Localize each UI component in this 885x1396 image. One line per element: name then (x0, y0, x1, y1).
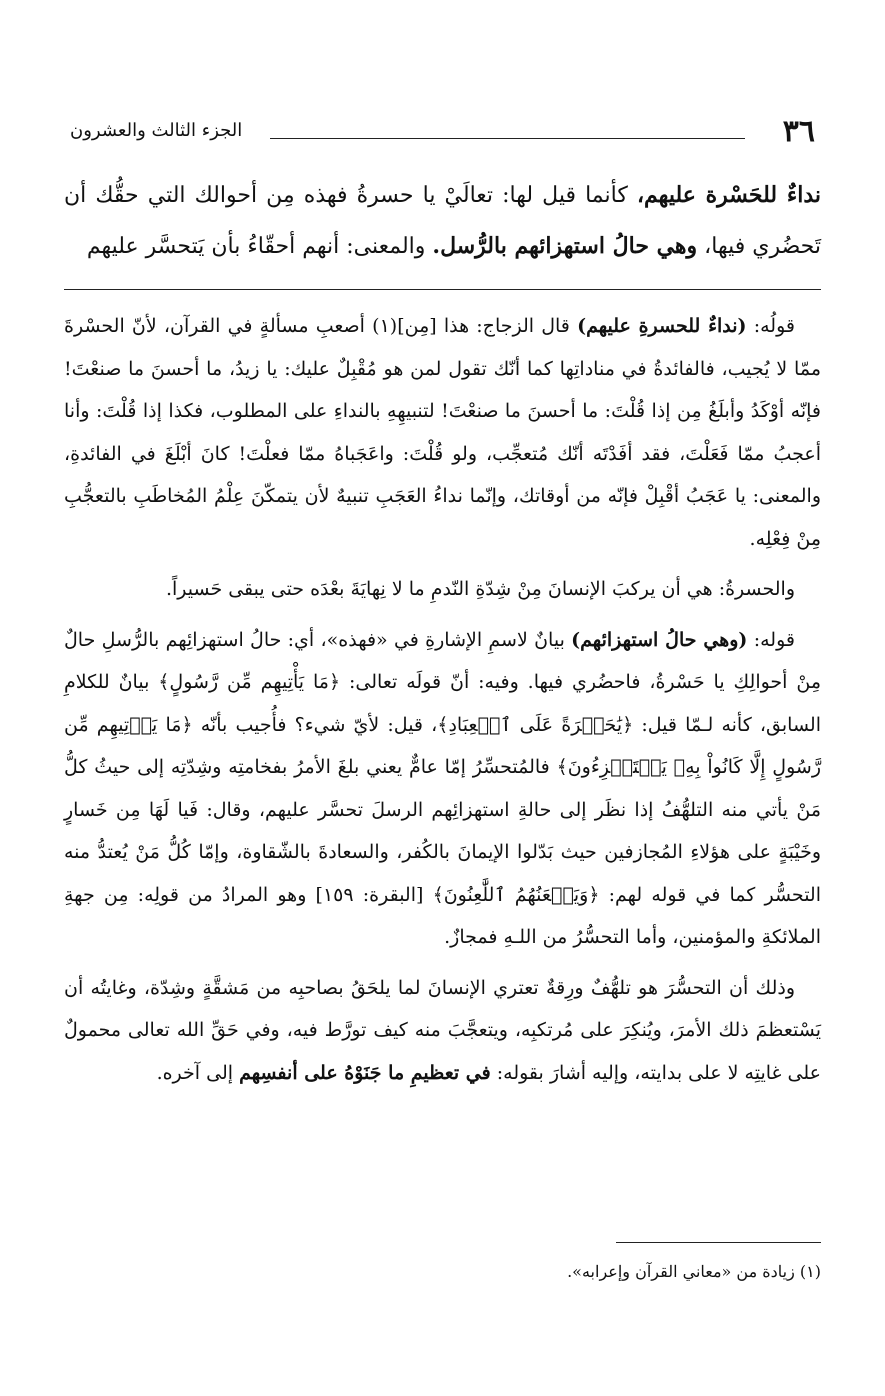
running-title: الجزء الثالث والعشرون (70, 120, 243, 141)
main-text-2: والمعنى: أنهم أحقّاءُ بأن يَتحسَّر عليهم (86, 234, 433, 259)
commentary (64, 305, 821, 1102)
page-number: ٣٦ (782, 114, 815, 149)
footnote: (١) زيادة من «معاني القرآن وإعرابه». (567, 1262, 821, 1281)
commentary-tail-4: إلى آخره. (156, 1061, 240, 1084)
main-bold-1: نداءٌ للحَسْرة عليهم، (636, 182, 822, 208)
main-text (64, 170, 821, 272)
commentary-text-4: وذلك أن التحسُّرَ هو تلهُّفٌ ورِقةٌ تعتري الإنسانَ لما يلحَقُ بصاحبِه من مَشقَّةٍ وشِدّة، وغايتُه أن يَسْتعظمَ ذلك الأمرَ، ويُنكِرَ على مُرتكبِه، ويتعجَّبَ منه كيف تورَّط فيه، وفي حَقِّ الله تعالى محمولٌ على غايتِه لا على بدايته، وإليه أشارَ بقوله: (64, 976, 821, 1084)
commentary-quote-3: (وهي حالُ استهزائهم) (571, 628, 748, 651)
commentary-paragraph-4 (64, 967, 821, 1095)
commentary-text-1: قال الزجاج: هذا [مِن](١) أصعبِ مسألةٍ في القرآن، لأنّ الحسْرةَ ممّا لا يُجيب، فالفائدةُ في مناداتِها كما أنّك تقول لمن هو مُقْبِلٌ عليك: يا زيدُ، ما أحسنَ ما صنعْتَ! فإنّه أوْكَدُ وأبلَغُ مِن إذا قُلْتَ: ما أحسنَ ما صنعْتَ! لتنبيهِهِ بالنداءِ على المطلوب، فكذا إذا قُلْتَ: وأنا أعجبُ ممّا فَعَلْتَ، فقد أفَدْتَه أنّك مُتعجِّب، ولو قُلْتَ: واعَجَباهُ ممّا فعلْتَ! كانَ أبْلَغَ في الفائدةِ، والمعنى: يا عَجَبُ أقْبِلْ فإنّه من أوقاتك، وإنّما نداءُ العَجَبِ تنبيهٌ لأن يتمكّنَ عِلْمُ المُخاطَبِ بالتعجُّبِ مِنْ فِعْلِه. (64, 315, 822, 550)
main-text-1: كأنما قيل لها: تعالَيْ يا حسرةُ فهذه مِن أحوالك التي حقُّك أن تَحضُري فيها، (64, 183, 821, 259)
commentary-lead-3: قوله: (747, 628, 795, 651)
header-rule (270, 138, 745, 139)
text-commentary-divider (64, 289, 821, 290)
commentary-text-3: بيانٌ لاسمِ الإشارةِ في «فهذه»، أي: حالُ استهزائِهم بالرُّسلِ حالٌ مِنْ أحوالِكِ يا حَسْرةُ، فاحضُري فيها. وفيه: أنّ قولَه تعالى: ﴿مَا يَأْتِيهِم مِّن رَّسُولٍ﴾ بيانٌ للكلامِ السابق، كأنه لـمّا قيل: ﴿يَٰحَسۡرَةً عَلَى ٱلۡعِبَادِ﴾، قيل: لأيّ شيء؟ فأُجيب بأنّه ﴿مَا يَأۡتِيهِم مِّن رَّسُولٍ إِلَّا كَانُواْ بِهِۦ يَسۡتَهۡزِءُونَ﴾ فالمُتحسِّرُ إمّا عامٌّ يعني بلغَ الأمرُ بفخامتِه وشِدّتِه إلى حيثُ كلُّ مَنْ يأتي منه التلهُّفُ إذا نظَر إلى حالةِ استهزائِهم الرسلَ تحسَّر عليهم، وقال: فَيا لَهَا مِن خَسارٍ وخَيْبَةٍ على هؤلاءِ المُجازفين حيث بَدّلوا الإيمانَ بالكُفر، والسعادةَ بالشّقاوة، وإمّا كُلُّ مَنْ يُعتدُّ منه التحسُّر كما في قوله لهم: ﴿وَيَلۡعَنُهُمُ ٱللَّٰعِنُونَ﴾ [البقرة: ١٥٩] وهو المرادُ من قولِه: مِن جهةِ الملائكةِ والمؤمنين، وأما التحسُّرُ من اللـهِ فمجازٌ. (64, 628, 821, 948)
main-bold-2: وهي حالُ استهزائهم بالرُّسل. (432, 233, 698, 259)
footnote-rule (616, 1242, 821, 1243)
commentary-quote-4: في تعظيمِ ما جَنَوْهُ على أنفسِهم (239, 1061, 491, 1084)
commentary-lead-1: قولُه: (746, 315, 795, 337)
main-paragraph (64, 170, 821, 272)
commentary-paragraph-1 (64, 305, 821, 560)
commentary-quote-1: (نداءٌ للحسرةِ عليهم) (577, 315, 747, 337)
commentary-paragraph-2: والحسرةُ: هي أن يركبَ الإنسانَ مِنْ شِدّةِ النّدمِ ما لا نِهايَةَ بعْدَه حتى يبقى حَسيراً. (165, 578, 795, 600)
commentary-paragraph-3 (64, 619, 821, 959)
page-header (70, 112, 815, 156)
